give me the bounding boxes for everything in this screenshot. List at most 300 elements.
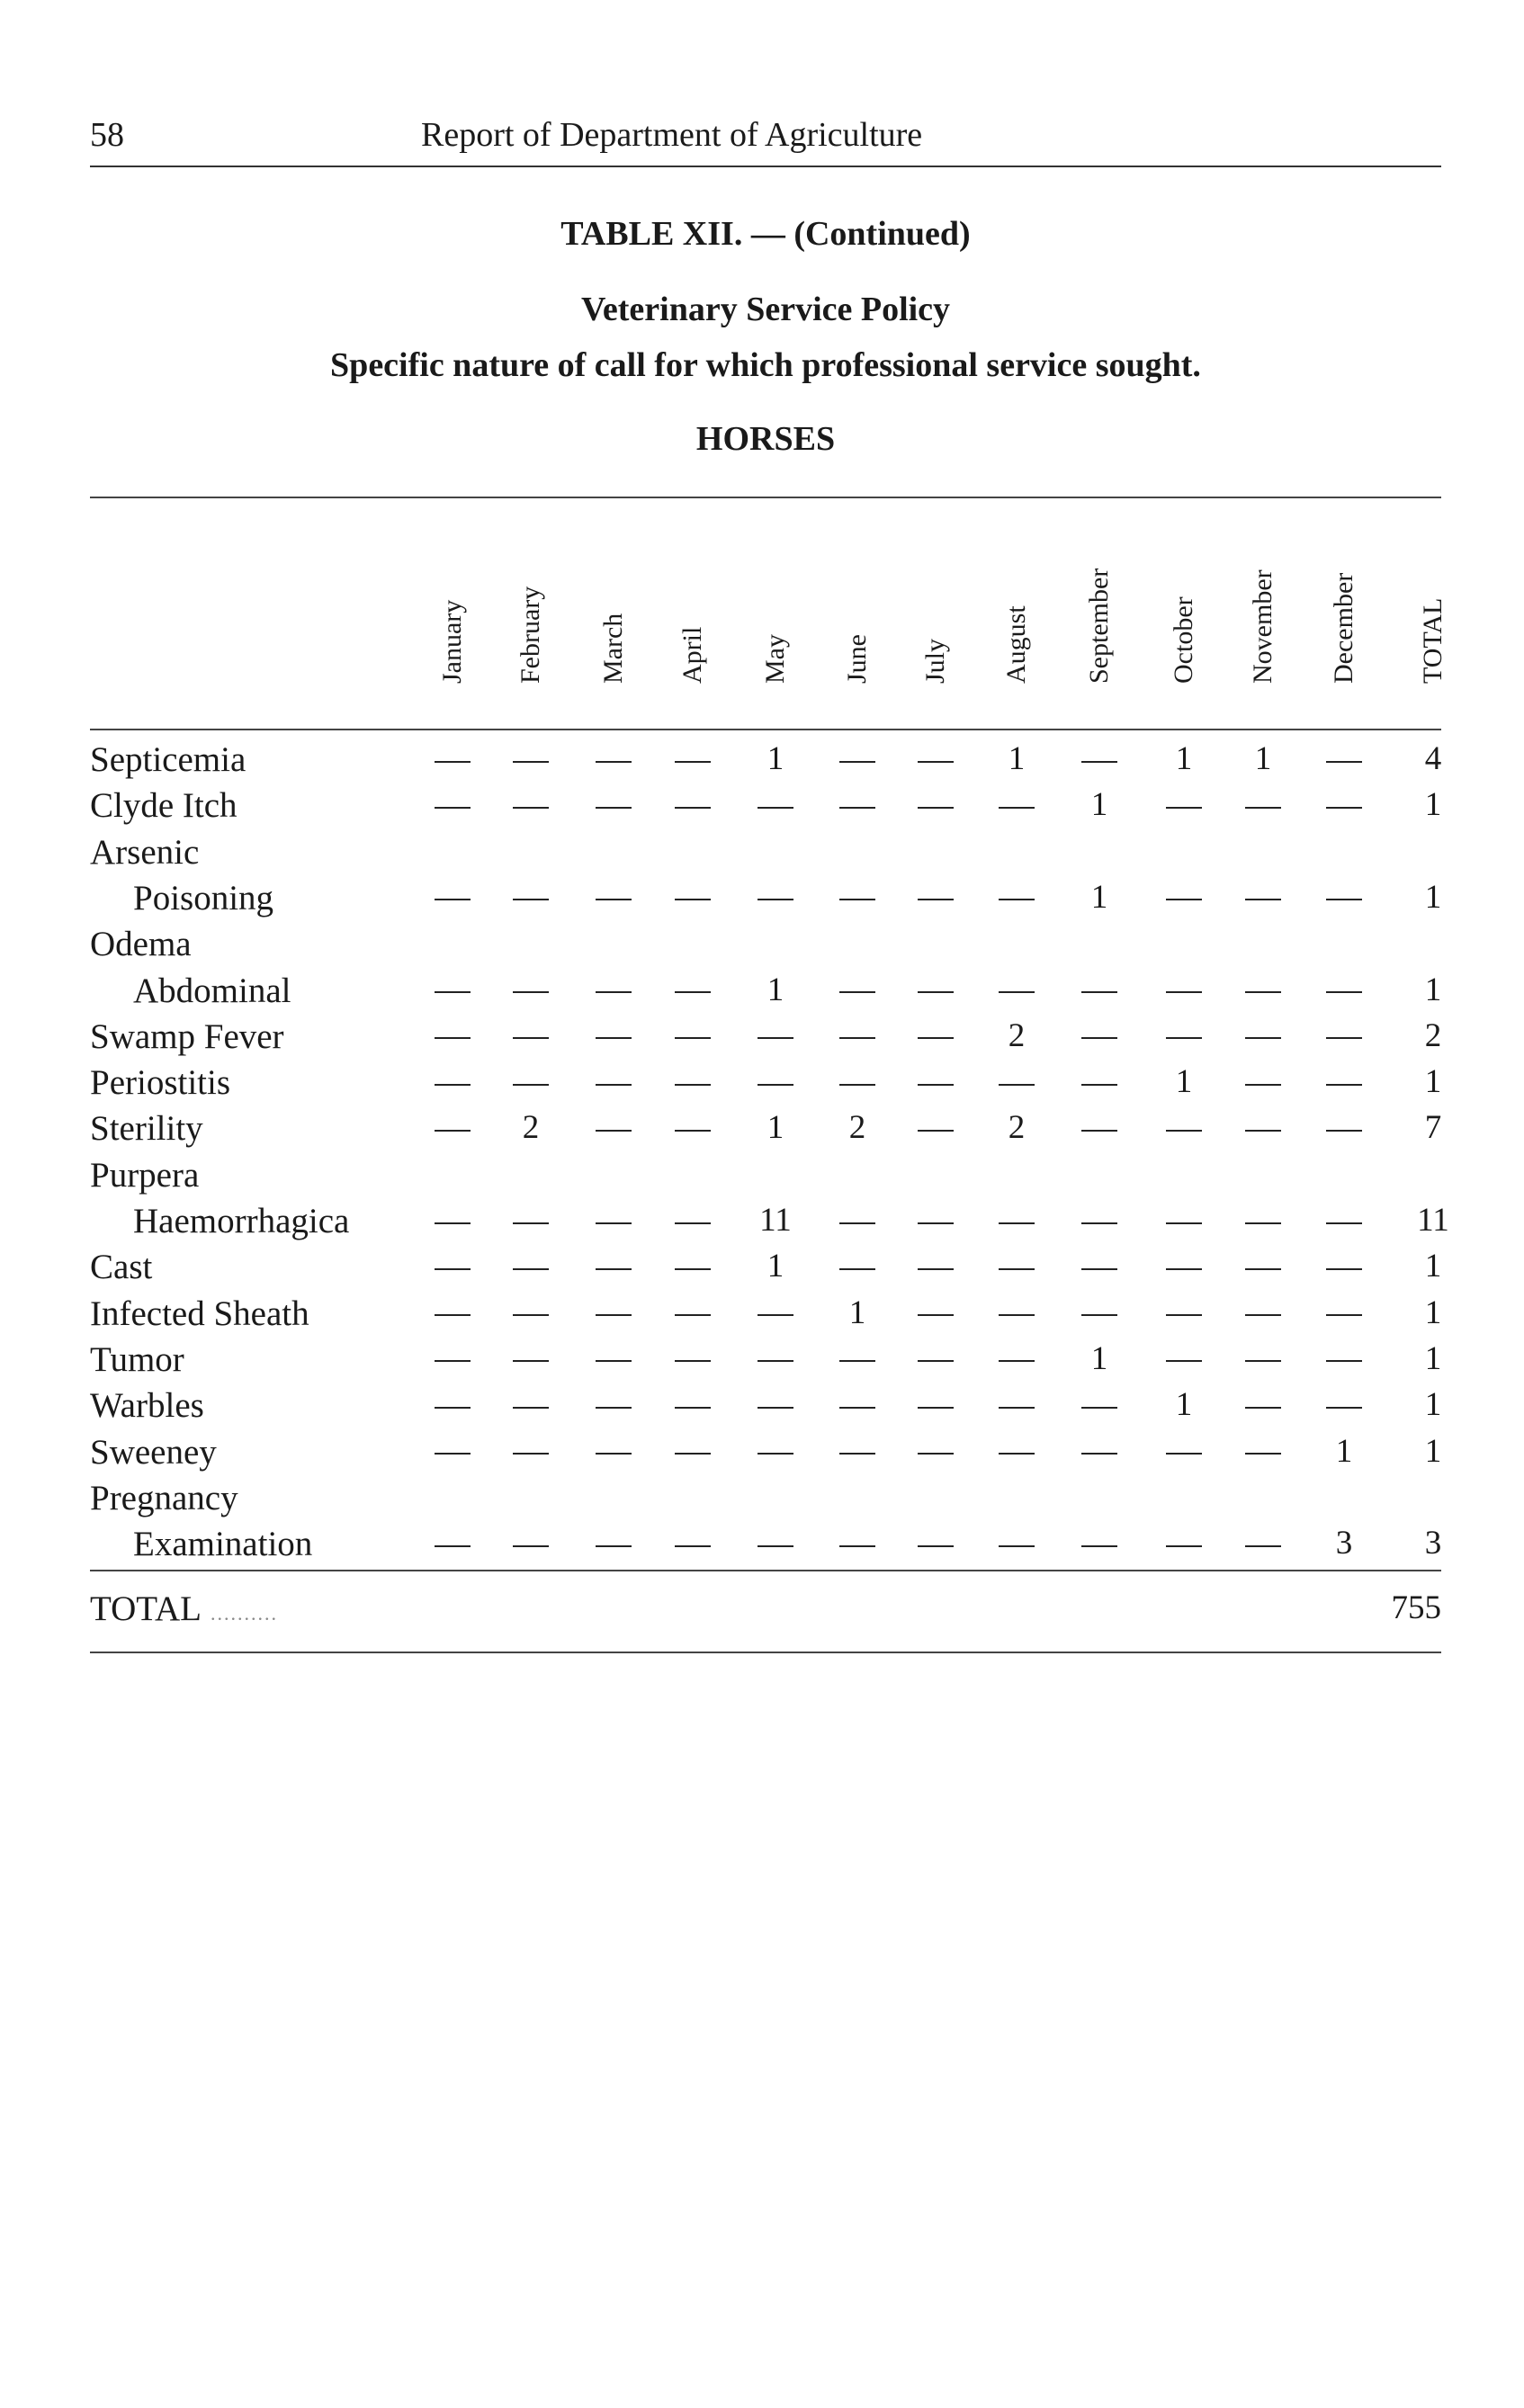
dash-mark <box>1245 991 1281 993</box>
dash-mark <box>435 1407 471 1409</box>
dash-mark <box>918 1037 954 1039</box>
table-cell <box>981 1201 1053 1240</box>
table-cell <box>821 1247 893 1285</box>
table-cell <box>417 1339 489 1378</box>
table-cell <box>821 1385 893 1424</box>
table-cell <box>900 1432 972 1471</box>
dash-mark <box>435 1037 471 1039</box>
dash-mark <box>999 1084 1035 1086</box>
row-total-cell: 1 <box>1424 971 1442 1008</box>
dash-mark <box>675 1360 711 1362</box>
dash-mark <box>1326 1222 1362 1224</box>
table-cell <box>900 1108 972 1147</box>
dash-mark <box>1326 761 1362 763</box>
section-title: HORSES <box>695 420 836 458</box>
table-cell <box>417 1201 489 1240</box>
row-total-cell: 7 <box>1424 1109 1442 1147</box>
dash-mark <box>1245 807 1281 809</box>
row-label: Examination <box>133 1525 313 1564</box>
table-cell <box>495 1247 567 1285</box>
table-cell <box>981 1247 1053 1285</box>
dash-mark <box>918 991 954 993</box>
table-cell: 1 <box>1335 1432 1353 1470</box>
dash-mark <box>1326 1084 1362 1086</box>
dash-mark <box>1081 1037 1117 1039</box>
dash-mark <box>596 1545 632 1547</box>
row-total-cell: 1 <box>1424 1432 1442 1470</box>
dash-mark <box>999 1360 1035 1362</box>
table-cell <box>495 1201 567 1240</box>
dash-mark <box>1166 1545 1202 1547</box>
table-cell <box>1148 878 1220 917</box>
dash-mark <box>596 1037 632 1039</box>
column-header-label: September <box>1084 568 1114 684</box>
table-cell <box>1308 878 1380 917</box>
table-cell <box>495 1432 567 1471</box>
dash-mark <box>596 761 632 763</box>
table-cell <box>900 1016 972 1055</box>
table-cell <box>1308 1016 1380 1055</box>
dash-mark <box>1326 1037 1362 1039</box>
dash-mark <box>999 1453 1035 1455</box>
table-cell <box>1063 1247 1135 1285</box>
column-header-october <box>1143 504 1224 720</box>
dash-mark <box>839 1222 875 1224</box>
table-cell: 3 <box>1335 1525 1353 1562</box>
table-cell <box>1308 785 1380 824</box>
table-cell <box>657 1385 729 1424</box>
table-cell <box>821 1062 893 1101</box>
row-label: Periostitis <box>90 1063 231 1103</box>
table-cell <box>417 1385 489 1424</box>
dash-mark <box>839 1084 875 1086</box>
dash-mark <box>999 1314 1035 1316</box>
column-header-label: June <box>842 634 872 684</box>
table-cell: 1 <box>1175 740 1193 777</box>
table-cell <box>1063 1201 1135 1240</box>
table-cell <box>1308 1201 1380 1240</box>
dash-mark <box>513 1407 549 1409</box>
running-head <box>90 115 1441 160</box>
dash-mark <box>513 1268 549 1270</box>
dash-mark <box>675 1268 711 1270</box>
dash-mark <box>839 1453 875 1455</box>
table-cell <box>900 1247 972 1285</box>
table-cell: 2 <box>1008 1109 1026 1147</box>
table-cell <box>740 1294 811 1332</box>
row-total-cell: 1 <box>1424 786 1442 824</box>
dash-mark <box>918 1545 954 1547</box>
dash-mark <box>675 1407 711 1409</box>
row-total-cell: 1 <box>1424 1294 1442 1331</box>
dash-mark <box>1081 1222 1117 1224</box>
row-total-cell: 1 <box>1424 878 1442 916</box>
table-cell <box>578 1339 650 1378</box>
row-label: Septicemia <box>90 740 247 779</box>
table-cell <box>740 878 811 917</box>
running-title: Report of Department of Agriculture <box>421 116 923 154</box>
table-cell <box>657 1339 729 1378</box>
dash-mark <box>758 899 793 900</box>
table-cell <box>578 1201 650 1240</box>
table-cell: 11 <box>759 1202 792 1239</box>
dash-mark <box>596 1314 632 1316</box>
table-cell <box>1227 1062 1299 1101</box>
dash-mark <box>675 899 711 900</box>
column-header-label: April <box>677 626 707 684</box>
row-total-cell: 3 <box>1424 1525 1442 1562</box>
table-cell: 1 <box>1254 740 1272 777</box>
table-cell: 1 <box>1175 1063 1193 1101</box>
table-cell <box>981 1385 1053 1424</box>
table-cell <box>1148 1432 1220 1471</box>
dash-mark <box>1081 991 1117 993</box>
dash-mark <box>1245 1407 1281 1409</box>
table-cell <box>657 878 729 917</box>
table-cell <box>1308 1385 1380 1424</box>
table-cell <box>578 1247 650 1285</box>
dash-mark <box>435 991 471 993</box>
table-cell <box>657 1294 729 1332</box>
table-description: Specific nature of call for which professional service sought. <box>330 346 1201 384</box>
dash-mark <box>918 899 954 900</box>
total-label-text: TOTAL <box>90 1589 202 1628</box>
table-cell <box>578 1524 650 1562</box>
table-cell <box>417 1016 489 1055</box>
column-header-april <box>652 504 733 720</box>
dash-mark <box>435 1360 471 1362</box>
column-header-september <box>1059 504 1140 720</box>
table-cell <box>1063 1385 1135 1424</box>
dash-mark <box>918 1268 954 1270</box>
dash-mark <box>435 1545 471 1547</box>
table-cell <box>821 1524 893 1562</box>
table-cell: 1 <box>848 1294 866 1331</box>
table-cell <box>495 1062 567 1101</box>
dash-mark <box>839 807 875 809</box>
table-cell <box>578 1294 650 1332</box>
table-cell <box>1063 1524 1135 1562</box>
table-cell <box>657 1016 729 1055</box>
table-cell <box>1063 1432 1135 1471</box>
dash-mark <box>1166 807 1202 809</box>
row-label: Warbles <box>90 1386 204 1426</box>
row-total-cell: 11 <box>1417 1202 1449 1239</box>
dash-mark <box>839 1268 875 1270</box>
table-cell <box>495 1294 567 1332</box>
table-cell <box>900 1385 972 1424</box>
table-cell <box>1148 1108 1220 1147</box>
table-cell <box>495 1339 567 1378</box>
dash-mark <box>513 899 549 900</box>
table-cell <box>900 1062 972 1101</box>
table-cell <box>657 1432 729 1471</box>
table-cell: 1 <box>766 971 784 1008</box>
dash-mark <box>1326 1130 1362 1132</box>
table-cell <box>740 1016 811 1055</box>
dash-mark <box>758 807 793 809</box>
table-cell <box>821 971 893 1009</box>
dash-mark <box>918 1130 954 1132</box>
dash-mark <box>999 1545 1035 1547</box>
table-cell <box>981 1062 1053 1101</box>
column-header-may <box>735 504 816 720</box>
column-header-label: February <box>515 586 545 684</box>
table-cell <box>981 785 1053 824</box>
row-label: Abdominal <box>133 971 291 1010</box>
table-cell: 1 <box>1090 786 1108 824</box>
table-cell <box>981 1339 1053 1378</box>
row-label: Poisoning <box>133 878 274 918</box>
table-cell <box>1308 1062 1380 1101</box>
row-total-cell: 1 <box>1424 1063 1442 1101</box>
total-label <box>90 1589 278 1629</box>
table-cell <box>657 1247 729 1285</box>
table-cell <box>740 785 811 824</box>
table-cell <box>740 1432 811 1471</box>
column-header-total <box>1393 504 1474 720</box>
dash-mark <box>1326 1407 1362 1409</box>
dash-mark <box>1166 1360 1202 1362</box>
column-header-july <box>895 504 976 720</box>
row-total-cell: 4 <box>1424 740 1442 777</box>
table-cell <box>1148 971 1220 1009</box>
dash-mark <box>1245 1360 1281 1362</box>
table-cell <box>821 739 893 778</box>
dash-mark <box>918 1314 954 1316</box>
dash-mark <box>435 1130 471 1132</box>
table-cell <box>740 1062 811 1101</box>
table-cell <box>417 971 489 1009</box>
dash-mark <box>1166 991 1202 993</box>
dash-mark <box>596 1407 632 1409</box>
table-cell <box>578 785 650 824</box>
dash-mark <box>839 761 875 763</box>
table-cell <box>1227 1016 1299 1055</box>
table-cell <box>981 1524 1053 1562</box>
table-cell <box>657 785 729 824</box>
table-cell <box>1227 878 1299 917</box>
dash-mark <box>1081 1268 1117 1270</box>
table-cell: 1 <box>766 1109 784 1147</box>
row-label: Sweeney <box>90 1432 217 1472</box>
table-cell <box>417 1108 489 1147</box>
dash-mark <box>513 1545 549 1547</box>
dash-mark <box>513 1084 549 1086</box>
table-cell <box>1063 1016 1135 1055</box>
row-label: Odema <box>90 925 192 964</box>
table-cell <box>900 878 972 917</box>
table-cell <box>821 1339 893 1378</box>
row-label: Swamp Fever <box>90 1016 284 1056</box>
table-cell <box>1308 739 1380 778</box>
table-cell <box>821 878 893 917</box>
table-cell <box>740 1385 811 1424</box>
table-cell <box>1227 1201 1299 1240</box>
table-cell <box>1227 1108 1299 1147</box>
dash-mark <box>918 761 954 763</box>
dash-mark <box>1081 761 1117 763</box>
dash-mark <box>758 1037 793 1039</box>
table-cell <box>900 971 972 1009</box>
column-header-label: March <box>598 613 628 684</box>
table-cell <box>1227 1339 1299 1378</box>
dash-mark <box>675 807 711 809</box>
dash-mark <box>675 1084 711 1086</box>
header-divider <box>90 166 1441 167</box>
table-cell: 1 <box>766 740 784 777</box>
dash-mark <box>918 1407 954 1409</box>
table-cell <box>1227 971 1299 1009</box>
dash-mark <box>758 1084 793 1086</box>
table-cell <box>657 1201 729 1240</box>
row-label: Cast <box>90 1248 153 1287</box>
table-cell <box>981 1432 1053 1471</box>
table-cell: 1 <box>1008 740 1026 777</box>
table-bottom-rule <box>90 1570 1441 1571</box>
table-cell <box>1308 1294 1380 1332</box>
table-cell <box>1148 1247 1220 1285</box>
dash-mark <box>758 1453 793 1455</box>
dash-mark <box>1326 899 1362 900</box>
table-cell <box>495 1016 567 1055</box>
table-cell <box>495 785 567 824</box>
table-cell <box>657 1062 729 1101</box>
table-cell <box>900 785 972 824</box>
table-cell <box>1148 1294 1220 1332</box>
dash-mark <box>435 899 471 900</box>
dash-mark <box>758 1360 793 1362</box>
dash-mark <box>1245 1314 1281 1316</box>
dash-mark <box>1166 1314 1202 1316</box>
table-cell <box>578 971 650 1009</box>
table-cell <box>417 785 489 824</box>
dash-mark <box>435 761 471 763</box>
column-header-label: December <box>1329 572 1358 684</box>
table-cell <box>821 1432 893 1471</box>
dash-mark <box>1245 1084 1281 1086</box>
table-cell <box>417 1432 489 1471</box>
dash-mark <box>1081 1314 1117 1316</box>
table-cell: 1 <box>766 1248 784 1285</box>
column-header-february <box>490 504 571 720</box>
table-cell <box>900 1524 972 1562</box>
dash-mark <box>513 1314 549 1316</box>
table-cell <box>495 971 567 1009</box>
table-cell <box>1148 1524 1220 1562</box>
row-total-cell: 2 <box>1424 1016 1442 1054</box>
table-cell <box>417 1247 489 1285</box>
table-title: TABLE XII. — (Continued) <box>560 215 971 253</box>
dash-mark <box>1245 1268 1281 1270</box>
table-cell <box>740 1524 811 1562</box>
table-cell <box>1227 1524 1299 1562</box>
dash-mark <box>1166 899 1202 900</box>
table-header-rule <box>90 729 1441 730</box>
column-header-november <box>1223 504 1304 720</box>
column-header-label: TOTAL <box>1418 597 1448 684</box>
dash-mark <box>1166 1130 1202 1132</box>
table-top-rule <box>90 497 1441 498</box>
dash-mark <box>918 1453 954 1455</box>
table-cell <box>981 1294 1053 1332</box>
dash-mark <box>839 1360 875 1362</box>
dash-mark <box>513 807 549 809</box>
dash-mark <box>999 1268 1035 1270</box>
table-cell <box>657 1524 729 1562</box>
table-cell <box>1063 1294 1135 1332</box>
dash-mark <box>513 1037 549 1039</box>
table-cell: 1 <box>1175 1386 1193 1424</box>
dash-mark <box>513 1222 549 1224</box>
dash-mark <box>513 1360 549 1362</box>
dash-mark <box>918 1360 954 1362</box>
table-cell: 1 <box>1090 878 1108 916</box>
dash-mark <box>1326 1314 1362 1316</box>
table-cell <box>1148 1339 1220 1378</box>
table-cell: 2 <box>522 1109 540 1147</box>
dash-mark <box>1245 1130 1281 1132</box>
dash-mark <box>435 1268 471 1270</box>
dash-mark <box>435 1084 471 1086</box>
dash-mark <box>1245 1222 1281 1224</box>
dash-mark <box>839 1545 875 1547</box>
row-label: Arsenic <box>90 832 200 872</box>
table-cell <box>1063 1062 1135 1101</box>
table-cell <box>1063 971 1135 1009</box>
row-total-cell: 1 <box>1424 1339 1442 1377</box>
table-cell <box>495 1385 567 1424</box>
dash-mark <box>1081 1130 1117 1132</box>
dash-mark <box>435 1222 471 1224</box>
dash-mark <box>1245 1453 1281 1455</box>
table-cell <box>657 1108 729 1147</box>
dash-mark <box>1326 991 1362 993</box>
table-cell <box>981 971 1053 1009</box>
table-cell <box>417 1062 489 1101</box>
table-cell <box>1308 1339 1380 1378</box>
row-total-cell: 1 <box>1424 1248 1442 1285</box>
column-header-label: November <box>1248 569 1277 684</box>
dash-mark <box>513 991 549 993</box>
table-cell <box>495 739 567 778</box>
column-header-label: August <box>1001 605 1031 684</box>
dash-mark <box>918 807 954 809</box>
dash-mark <box>1245 1545 1281 1547</box>
column-header-label: January <box>437 599 467 684</box>
dash-mark <box>999 807 1035 809</box>
dash-mark <box>999 1407 1035 1409</box>
row-label: Purpera <box>90 1155 200 1195</box>
table-cell <box>417 878 489 917</box>
table-cell <box>578 1016 650 1055</box>
table-cell <box>1308 971 1380 1009</box>
column-header-label: October <box>1169 596 1198 684</box>
table-cell <box>417 1294 489 1332</box>
dash-mark <box>999 899 1035 900</box>
dash-mark <box>1166 1453 1202 1455</box>
dash-mark <box>1326 807 1362 809</box>
dash-mark <box>1166 1037 1202 1039</box>
table-cell <box>657 971 729 1009</box>
table-cell <box>1227 785 1299 824</box>
dot-leader: .......... <box>210 1602 278 1625</box>
dash-mark <box>675 991 711 993</box>
dash-mark <box>839 1407 875 1409</box>
row-label: Infected Sheath <box>90 1294 309 1333</box>
row-label: Tumor <box>90 1339 184 1379</box>
table-cell <box>900 1339 972 1378</box>
